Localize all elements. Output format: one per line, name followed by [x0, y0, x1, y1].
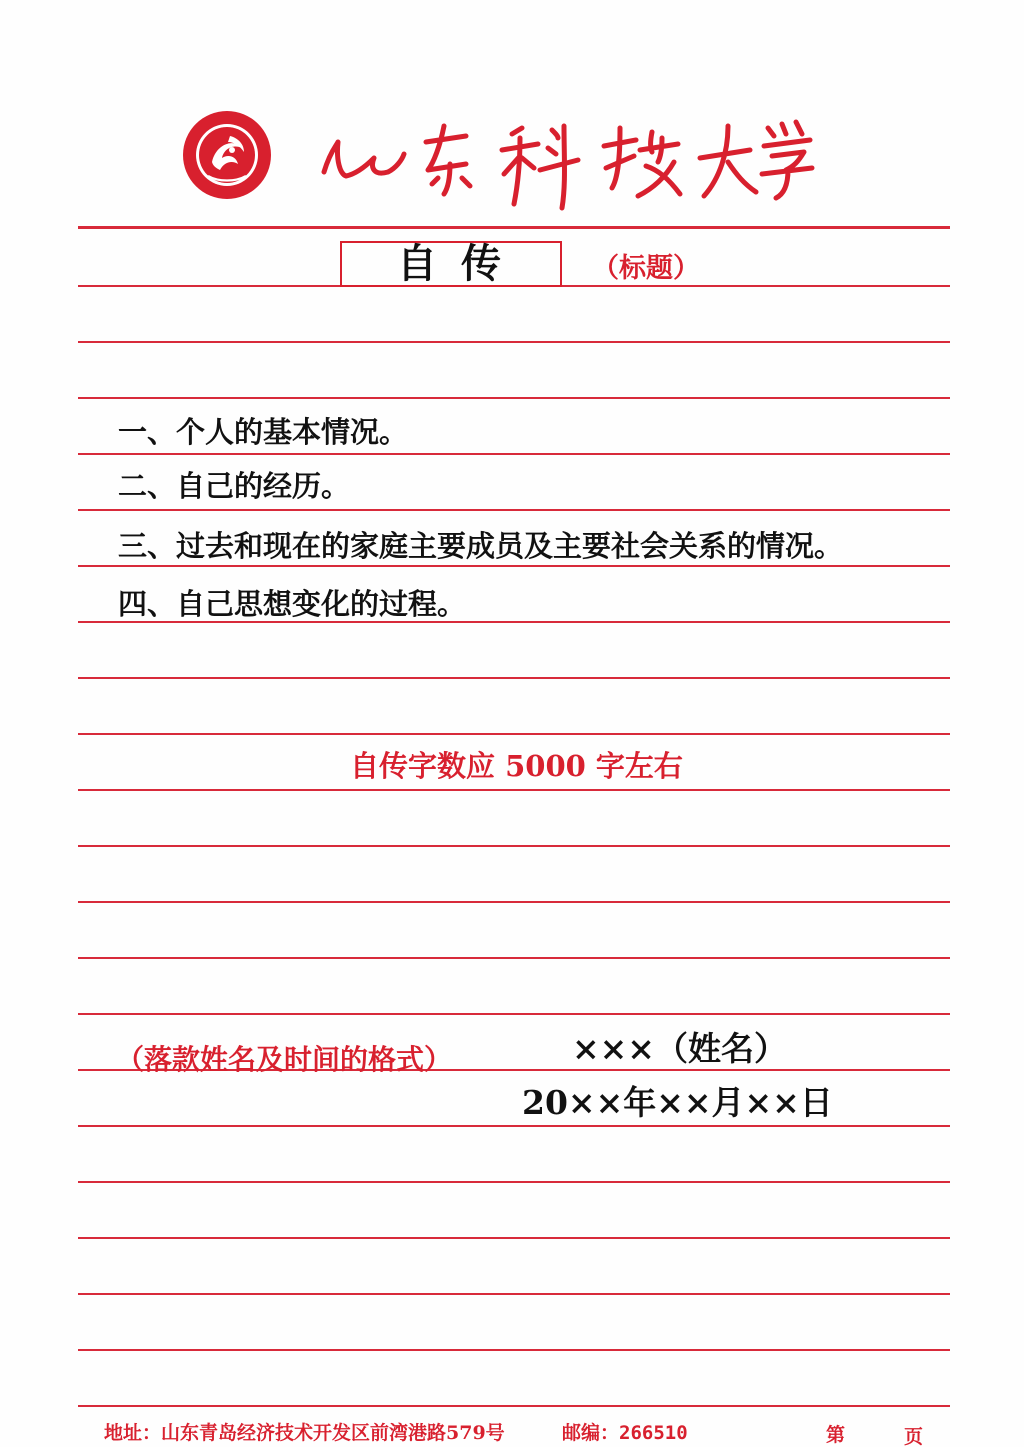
ruled-line [78, 621, 950, 623]
outline-item: 一、个人的基本情况。 [118, 415, 409, 449]
ruled-line [78, 1237, 950, 1239]
outline-item: 三、过去和现在的家庭主要成员及主要社会关系的情况。 [118, 529, 844, 563]
ruled-line [78, 957, 950, 959]
footer-page-prefix: 第 [826, 1424, 846, 1446]
word-count-note: 自传字数应 5000 字左右 [350, 749, 683, 783]
signature-format-note: （落款姓名及时间的格式） [116, 1043, 453, 1076]
ruled-line [78, 1349, 950, 1351]
title-box [340, 241, 562, 287]
ruled-line [78, 453, 950, 455]
outline-item: 二、自己的经历。 [118, 469, 351, 503]
ruled-line [78, 226, 950, 229]
ruled-line [78, 733, 950, 735]
ruled-line [78, 397, 950, 399]
outline-item: 四、自己思想变化的过程。 [118, 587, 467, 621]
signature-date: 20××年××月××日 [522, 1083, 833, 1122]
ruled-line [78, 1125, 950, 1127]
title-note: （标题） [592, 253, 700, 284]
ruled-line [78, 1013, 950, 1015]
university-seal-logo [182, 110, 272, 200]
ruled-line [78, 789, 950, 791]
footer-postcode: 邮编：266510 [562, 1422, 688, 1444]
ruled-line [78, 1181, 950, 1183]
ruled-line [78, 1405, 950, 1407]
ruled-line [78, 1293, 950, 1295]
footer-address: 地址：山东青岛经济技术开发区前湾港路579号 [104, 1422, 505, 1444]
ruled-line [78, 341, 950, 343]
ruled-line [78, 901, 950, 903]
university-wordmark [316, 112, 816, 212]
ruled-line [78, 509, 950, 511]
ruled-line [78, 565, 950, 567]
signature-name: ×××（姓名） [572, 1029, 787, 1068]
footer-page-suffix: 页 [904, 1426, 924, 1448]
ruled-line [78, 677, 950, 679]
ruled-line [78, 845, 950, 847]
document-title: 自传 [397, 240, 525, 287]
